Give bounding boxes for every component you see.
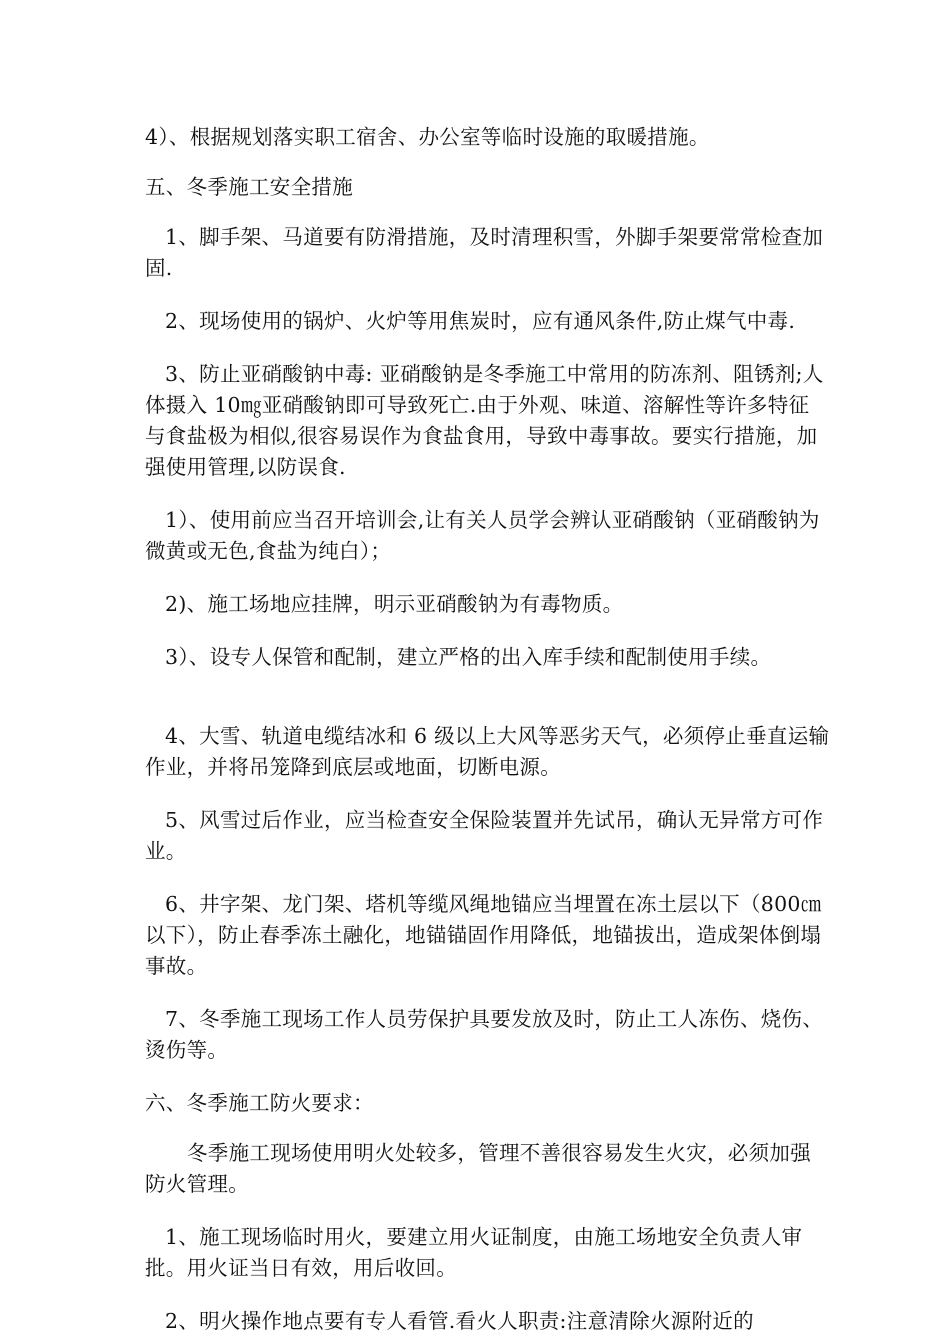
paragraph-protective-gear: 7、冬季施工现场工作人员劳保护具要发放及时，防止工人冻伤、烧伤、烫伤等。 bbox=[145, 1007, 824, 1062]
paragraph-fire-intro: 冬季施工现场使用明火处较多，管理不善很容易发生火灾，必须加强防火管理。 bbox=[145, 1141, 811, 1196]
paragraph-scaffold: 1、脚手架、马道要有防滑措施，及时清理积雪，外脚手架要常常检查加固. bbox=[145, 225, 824, 280]
paragraph-nitrite-storage: 3）、设专人保管和配制，建立严格的出入库手续和配制使用手续。 bbox=[165, 645, 772, 669]
paragraph-boiler: 2、现场使用的锅炉、火炉等用焦炭时，应有通风条件,防止煤气中毒. bbox=[165, 309, 796, 333]
paragraph-anchors: 6、井字架、龙门架、塔机等缆风绳地锚应当埋置在冻土层以下（800㎝以下），防止春季冻土融化，地锚锚固作用降低，地锚拔出，造成架体倒塌事故。 bbox=[145, 892, 822, 978]
paragraph-nitrite: 3、防止亚硝酸钠中毒: 亚硝酸钠是冬季施工中常用的防冻剂、阻锈剂;人体摄入 10㎎亚硝酸钠即可导致死亡.由于外观、味道、溶解性等许多特征与食盐极为相似,很容易误作为食盐食用，导致中毒事故。要实行措施，加强使用管理,以防误食. bbox=[145, 362, 824, 479]
paragraph-heating-measures: 4）、根据规划落实职工宿舍、办公室等临时设施的取暖措施。 bbox=[145, 125, 710, 149]
section-heading-fire: 六、冬季施工防火要求： bbox=[145, 1091, 374, 1115]
paragraph-after-snow: 5、风雪过后作业，应当检查安全保险装置并先试吊，确认无异常方可作业。 bbox=[145, 808, 824, 863]
paragraph-fire-watch: 2、明火操作地点要有专人看管.看火人职责:注意清除火源附近的 bbox=[165, 1309, 754, 1333]
paragraph-nitrite-sign: 2)、施工场地应挂牌，明示亚硝酸钠为有毒物质。 bbox=[165, 592, 624, 616]
paragraph-fire-permit: 1、施工现场临时用火，要建立用火证制度，由施工场地安全负责人审批。用火证当日有效，用后收回。 bbox=[145, 1225, 803, 1280]
paragraph-nitrite-training: 1）、使用前应当召开培训会,让有关人员学会辨认亚硝酸钠（亚硝酸钠为微黄或无色,食盐为纯白）； bbox=[145, 508, 820, 563]
paragraph-bad-weather: 4、大雪、轨道电缆结冰和 6 级以上大风等恶劣天气，必须停止垂直运输作业，并将吊笼降到底层或地面，切断电源。 bbox=[145, 724, 830, 779]
section-heading-safety: 五、冬季施工安全措施 bbox=[145, 175, 353, 199]
